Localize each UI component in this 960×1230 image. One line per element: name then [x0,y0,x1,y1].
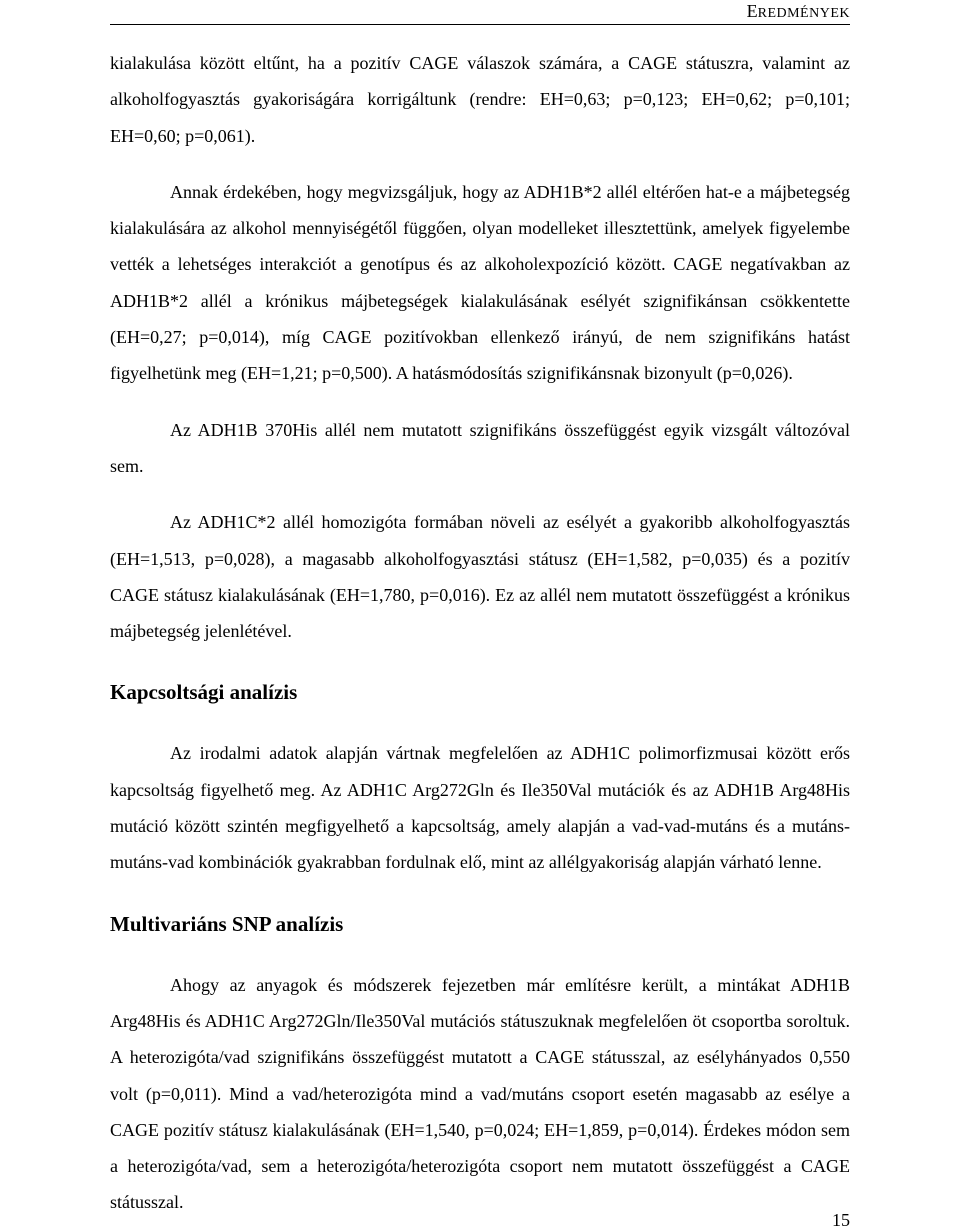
page-number: 15 [832,1210,850,1230]
paragraph-2: Annak érdekében, hogy megvizsgáljuk, hogy az ADH1B*2 allél eltérően hat-e a májbetegség kialakulására az alkohol mennyiségétől függően, olyan modelleket illesztettünk, amelyek figyelembe vették a lehetséges interakciót a genotípus és az alkoholexpozíció között. CAGE negatívakban az ADH1B*2 allél a krónikus májbetegségek kialakulásának esélyét szignifikánsan csökkentette (EH=0,27; p=0,014), míg CAGE pozitívokban ellenkező irányú, de nem szignifikáns hatást figyelhetünk meg (EH=1,21; p=0,500). A hatásmódosítás szignifikánsnak bizonyult (p=0,026). [110,181,850,384]
header-initial: E [746,1,758,21]
paragraph-5: Az irodalmi adatok alapján vártnak megfelelően az ADH1C polimorfizmusai között erős kapcsoltság figyelhető meg. Az ADH1C Arg272Gln és Ile350Val mutációk és az ADH1B Arg48His mutáció között szintén megfigyelhető a kapcsoltság, amely alapján a vad-vad-mutáns és a mutáns-mutáns-vad kombinációk gyakrabban fordulnak elő, mint az allélgyakoriság alapján várható lenne. [110,743,850,873]
header-rest: REDMÉNYEK [757,6,850,21]
paragraph-1: kialakulása között eltűnt, ha a pozitív CAGE válaszok számára, a CAGE státuszra, valamint az alkoholfogyasztás gyakoriságára korrigáltunk (rendre: EH=0,63; p=0,123; EH=0,62; p=0,101; EH=0,60; p=0,061). [110,53,850,146]
running-header [110,0,850,25]
page-body [110,45,850,1221]
section-heading-multivariate: Multivariáns SNP analízis [110,911,344,936]
paragraph-6: Ahogy az anyagok és módszerek fejezetben már említésre került, a mintákat ADH1B Arg48His és ADH1C Arg272Gln/Ile350Val mutációs státuszuknak megfelelően öt csoportba soroltuk. A heterozigóta/vad szignifikáns összefüggést mutatott a CAGE státusszal, az esélyhányados 0,550 volt (p=0,011). Mind a vad/heterozigóta mind a vad/mutáns csoport esetén magasabb az esélye a CAGE pozitív státusz kialakulásának (EH=1,540, p=0,024; EH=1,859, p=0,014). Érdekes módon sem a heterozigóta/vad, sem a heterozigóta/heterozigóta csoport nem mutatott összefüggést a CAGE státusszal. [110,974,850,1213]
paragraph-3: Az ADH1B 370His allél nem mutatott szignifikáns összefüggést egyik vizsgált változóval sem. [110,419,850,476]
section-heading-linkage: Kapcsoltsági analízis [110,680,298,705]
paragraph-4: Az ADH1C*2 allél homozigóta formában növeli az esélyét a gyakoribb alkoholfogyasztás (EH=1,513, p=0,028), a magasabb alkoholfogyasztási státusz (EH=1,582, p=0,035) és a pozitív CAGE státusz kialakulásának (EH=1,780, p=0,016). Ez az allél nem mutatott összefüggést a krónikus májbetegség jelenlétével. [110,512,850,642]
